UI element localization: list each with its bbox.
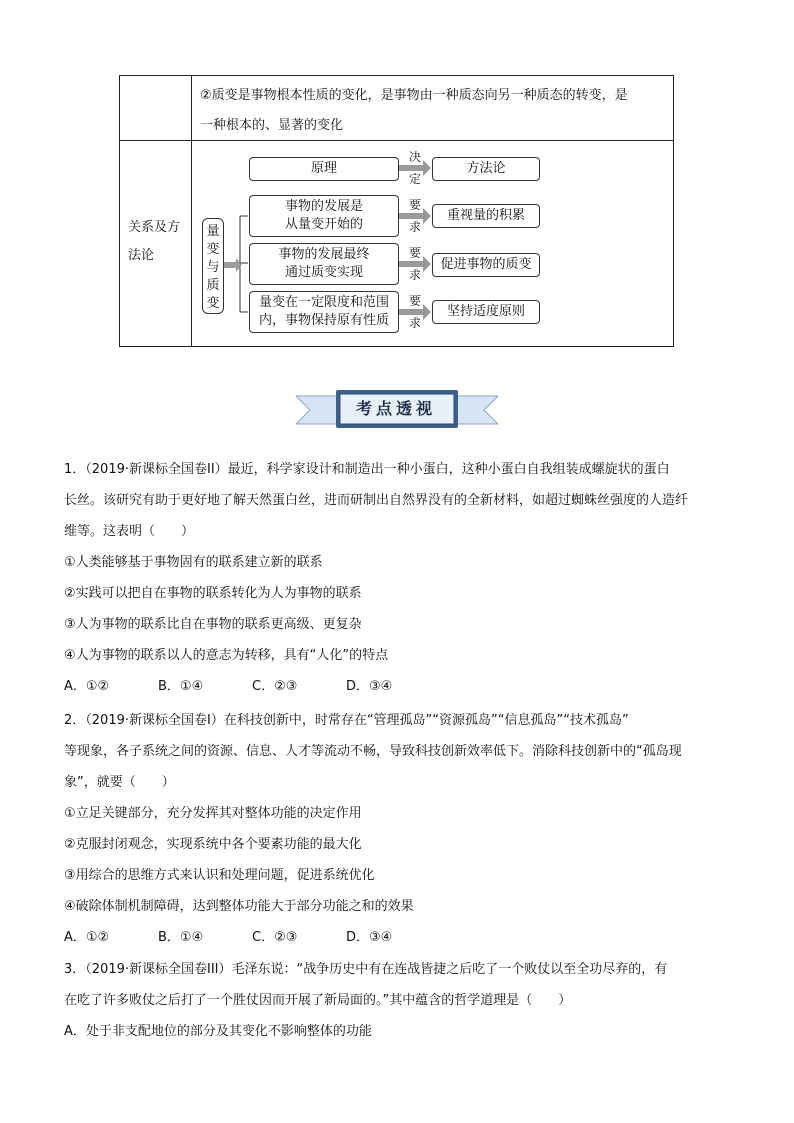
row-header-relation-method: 关系及方法论	[128, 220, 181, 263]
arrow-label-require-1: 要 求	[408, 198, 421, 234]
arrow-label-decide: 决 定	[408, 150, 421, 186]
principle-3-line-1: 量变在一定限度和范围	[258, 295, 389, 310]
question-1-stem-line-2: 长丝。该研究有助于更好地了解天然蛋白丝，进而研制出自然界没有的全新材料，如超过蜘蛛丝强度的人造纤	[64, 493, 689, 508]
principle-1-line-2: 从量变开始的	[284, 217, 363, 232]
question-2-stem-line-2: 等现象，各子系统之间的资源、信息、人才等流动不畅，导致科技创新效率低下。消除科技创新中的“孤岛现	[64, 744, 682, 759]
question-3-stem-line-1: 3．（2019·新课标全国卷III）毛泽东说：“战争历史中有在连战皆捷之后吃了一个败仗以至全功尽弃的，有	[64, 962, 668, 977]
question-2-option-b[interactable]: B．①④	[158, 930, 204, 945]
principle-box-3	[249, 291, 399, 333]
question-1-statement-1: ①人类能够基于事物固有的联系建立新的联系	[64, 555, 323, 570]
question-3-option-a[interactable]: A．处于非支配地位的部分及其变化不影响整体的功能	[64, 1024, 372, 1039]
question-2	[64, 705, 744, 953]
question-2-statement-3: ③用综合的思维方式来认识和处理问题，促进系统优化	[64, 868, 375, 883]
question-1-stem-line-3: 维等。这表明（ ）	[64, 524, 195, 539]
method-box-2: 促进事物的质变	[432, 253, 540, 277]
method-box-3: 坚持适度原则	[432, 300, 540, 324]
quality-change-line-1: ②质变是事物根本性质的变化，是事物由一种质态向另一种质态的转变，是	[200, 88, 628, 103]
question-1-statement-3: ③人为事物的联系比自在事物的联系更高级、更复杂	[64, 617, 362, 632]
principle-box-2	[249, 243, 399, 285]
question-1-options	[64, 671, 744, 702]
quality-change-line-2: 一种根本的、显著的变化	[200, 118, 344, 133]
section-title-banner: 考点透视	[355, 399, 436, 418]
principle-3-line-2: 内，事物保持原有性质	[258, 313, 389, 328]
methodology-header: 方法论	[432, 157, 540, 181]
principle-box-1	[249, 195, 399, 237]
question-2-stem-line-1: 2．（2019·新课标全国卷I）在科技创新中，时常存在“管理孤岛”“资源孤岛”“信息孤岛”“技术孤岛”	[64, 713, 629, 728]
principle-1-line-1: 事物的发展是	[284, 199, 363, 214]
question-1-option-a[interactable]: A．①②	[64, 679, 110, 694]
question-1-stem-line-1: 1．（2019·新课标全国卷II）最近，科学家设计和制造出一种小蛋白，这种小蛋白自我组装成螺旋状的蛋白	[64, 462, 670, 477]
principle-header: 原理	[249, 157, 399, 181]
question-1-statement-4: ④人为事物的联系以人的意志为转移，具有“人化”的特点	[64, 648, 389, 663]
question-1-option-c[interactable]: C．②③	[252, 679, 298, 694]
question-2-option-d[interactable]: D．③④	[346, 930, 393, 945]
question-1	[64, 454, 744, 702]
arrow-label-require-2: 要 求	[408, 246, 421, 282]
question-3-stem-line-2: 在吃了许多败仗之后打了一个胜仗因而开展了新局面的。”其中蕴含的哲学道理是（ ）	[64, 993, 572, 1008]
question-2-option-a[interactable]: A．①②	[64, 930, 110, 945]
question-2-option-c[interactable]: C．②③	[252, 930, 298, 945]
question-3	[64, 954, 744, 1047]
question-2-options	[64, 922, 744, 953]
question-2-statement-1: ①立足关键部分，充分发挥其对整体功能的决定作用	[64, 806, 362, 821]
arrow-label-require-3: 要 求	[408, 294, 421, 330]
principle-2-line-2: 通过质变实现	[284, 265, 363, 280]
quantity-quality-label-box: 量 变 与 质 变	[202, 218, 224, 314]
question-2-stem-line-3: 象”，就要（ ）	[64, 775, 175, 790]
question-1-option-d[interactable]: D．③④	[346, 679, 393, 694]
question-2-statement-4: ④破除体制机制障碍，达到整体功能大于部分功能之和的效果	[64, 899, 414, 914]
question-1-option-b[interactable]: B．①④	[158, 679, 204, 694]
question-2-statement-2: ②克服封闭观念，实现系统中各个要素功能的最大化	[64, 837, 362, 852]
principle-2-line-1: 事物的发展最终	[278, 247, 370, 262]
method-box-1: 重视量的积累	[432, 204, 540, 228]
question-1-statement-2: ②实践可以把自在事物的联系转化为人为事物的联系	[64, 586, 362, 601]
